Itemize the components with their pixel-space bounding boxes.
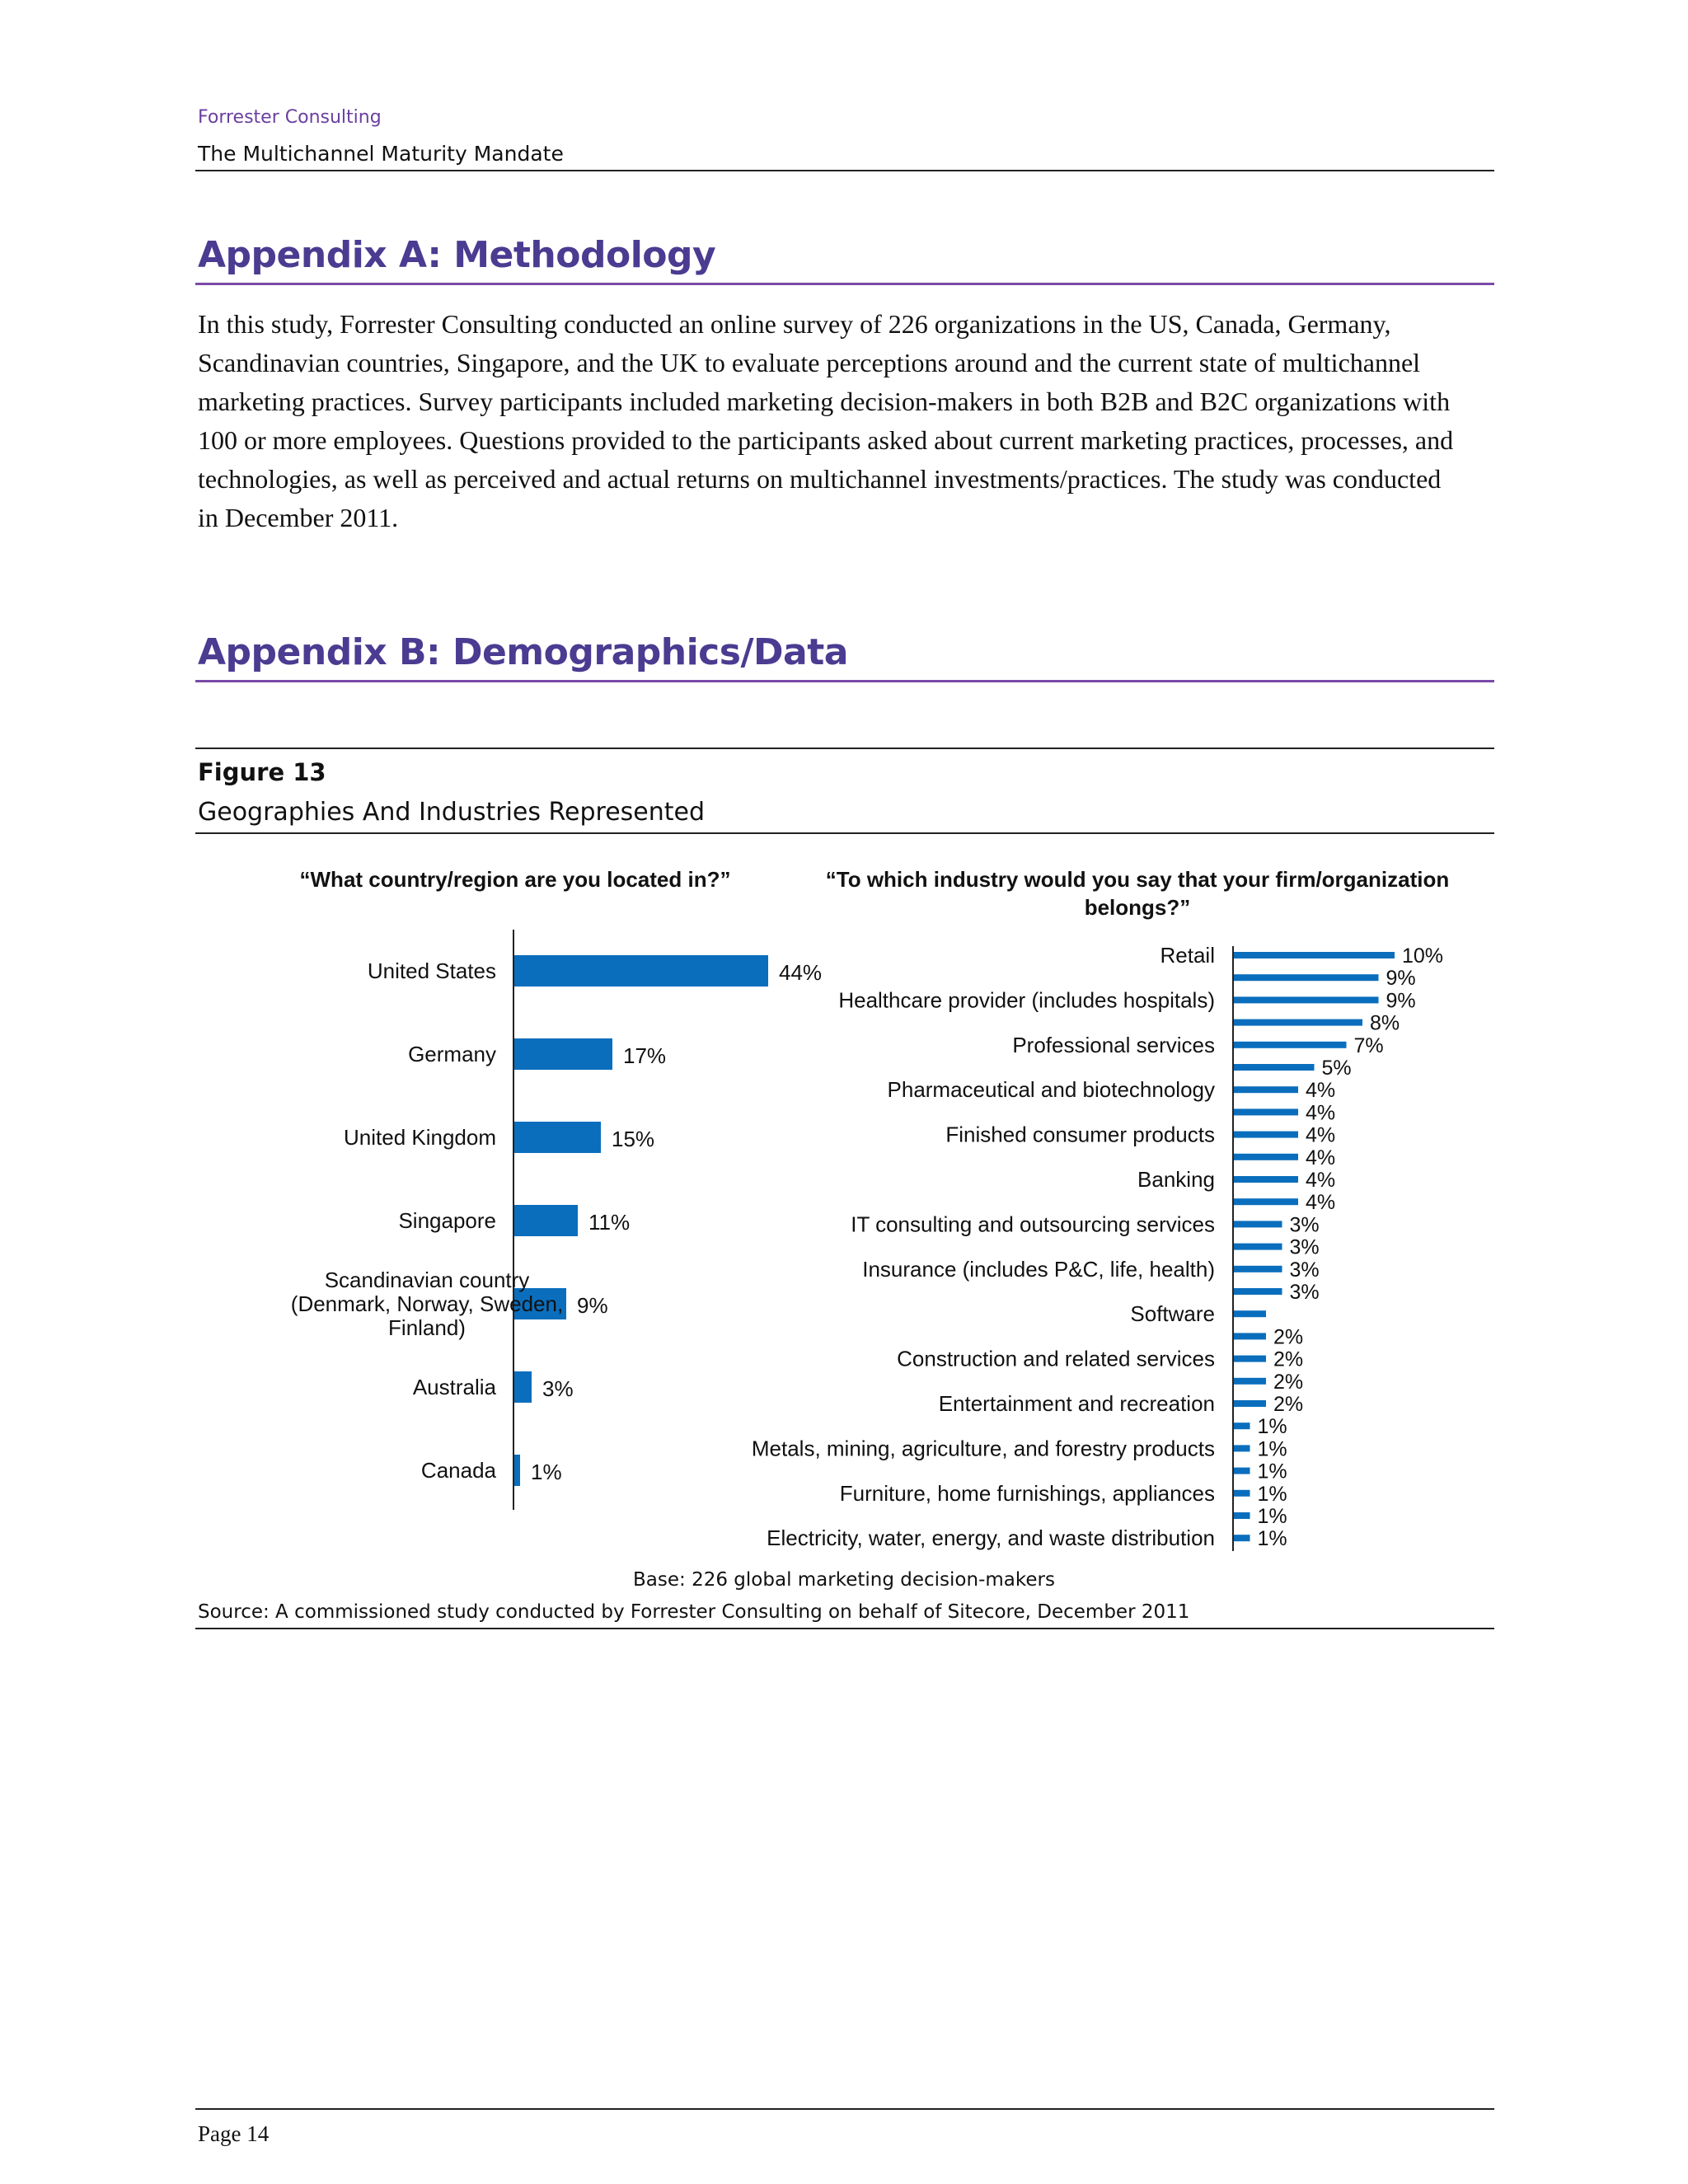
industry-value-label: 1% (1257, 1527, 1287, 1551)
industry-category-label: Retail (1160, 943, 1215, 968)
industry-category-label: Furniture, home furnishings, appliances (839, 1480, 1215, 1506)
country-category-label: Canada (420, 1458, 496, 1483)
industry-bar (1234, 1108, 1298, 1115)
industry-value-label: 4% (1306, 1123, 1336, 1147)
industry-value-label: 2% (1273, 1393, 1304, 1416)
industry-category-label: Finished consumer products (945, 1122, 1215, 1147)
industry-value-label: 1% (1257, 1460, 1287, 1483)
industry-bar (1234, 1198, 1298, 1205)
methodology-line: Scandinavian countries, Singapore, and the UK to evaluate perceptions around and the current state of multichannel (198, 348, 1421, 377)
industry-value-label: 2% (1273, 1370, 1304, 1394)
page-number: Page 14 (198, 2121, 270, 2146)
methodology-line: marketing practices. Survey participants included marketing decision-makers in both B2B and B2C organizations with (198, 387, 1451, 416)
industry-value-label: 2% (1273, 1325, 1304, 1349)
industry-bar (1234, 1019, 1362, 1026)
industry-bar (1234, 996, 1379, 1003)
industry-value-label: 1% (1257, 1505, 1287, 1528)
country-bar-chart (291, 930, 822, 1510)
figure-base-note: Base: 226 global marketing decision-makers (633, 1569, 1055, 1591)
industry-bar (1234, 1400, 1266, 1407)
industry-value-label: 3% (1289, 1258, 1320, 1282)
country-category-label: Germany (408, 1042, 496, 1066)
industry-bar (1234, 1490, 1250, 1497)
industry-bar (1234, 1132, 1298, 1138)
industry-category-label: Entertainment and recreation (938, 1391, 1215, 1416)
industry-category-label: Metals, mining, agriculture, and forestry products (751, 1436, 1215, 1461)
industry-bar-chart (752, 943, 1443, 1551)
industry-bar (1234, 1176, 1298, 1183)
figure-bottom-rule (195, 1628, 1494, 1629)
industry-value-label: 4% (1306, 1146, 1336, 1169)
appendix-b-heading: Appendix B: Demographics/Data (198, 631, 848, 673)
industry-value-label: 8% (1370, 1011, 1400, 1035)
industry-value-label: 9% (1386, 989, 1416, 1013)
country-value-label: 9% (577, 1293, 608, 1318)
figure-title: Geographies And Industries Represented (198, 798, 706, 827)
country-category-label: Singapore (398, 1208, 496, 1233)
country-category-label: Australia (412, 1375, 496, 1399)
country-category-label: Finland) (388, 1315, 466, 1340)
industry-category-label: Banking (1137, 1167, 1215, 1192)
industry-bar (1234, 974, 1379, 981)
document-title: The Multichannel Maturity Mandate (198, 142, 564, 166)
industry-bar (1234, 1333, 1266, 1339)
industry-value-label: 9% (1386, 967, 1416, 991)
figure-source-note: Source: A commissioned study conducted by Forrester Consulting on behalf of Sitecore, December 2011 (198, 1601, 1190, 1623)
industry-category-label: Pharmaceutical and biotechnology (887, 1077, 1215, 1103)
industry-category-label: Construction and related services (897, 1346, 1215, 1371)
country-bar (514, 1455, 520, 1486)
industry-bar (1234, 1445, 1250, 1451)
industry-value-label: 4% (1306, 1191, 1336, 1215)
industry-category-label: Insurance (includes P&C, life, health) (862, 1256, 1215, 1282)
country-category-label: United Kingdom (344, 1125, 496, 1150)
appendix-a-heading: Appendix A: Methodology (198, 234, 716, 276)
methodology-line: in December 2011. (198, 503, 399, 532)
country-category-label: United States (367, 958, 496, 983)
industry-value-label: 10% (1402, 944, 1444, 968)
industry-category-label: Electricity, water, energy, and waste distribution (767, 1526, 1215, 1551)
industry-question-line: “To which industry would you say that your firm/organization (825, 867, 1450, 892)
industry-bar (1234, 1064, 1315, 1071)
country-value-label: 11% (588, 1210, 631, 1235)
industry-bar (1234, 1244, 1282, 1250)
industry-value-label: 1% (1257, 1415, 1287, 1439)
industry-bar (1234, 1221, 1282, 1227)
industry-value-label: 4% (1306, 1169, 1336, 1192)
country-value-label: 44% (779, 960, 823, 985)
country-bar (514, 1371, 532, 1403)
country-chart-question: “What country/region are you located in?” (299, 867, 731, 892)
industry-value-label: 5% (1321, 1057, 1352, 1080)
country-bar (514, 1205, 578, 1236)
country-value-label: 3% (542, 1376, 574, 1401)
figure-number: Figure 13 (198, 758, 326, 786)
industry-category-label: IT consulting and outsourcing services (851, 1212, 1215, 1237)
industry-category-label: Healthcare provider (includes hospitals) (838, 987, 1215, 1013)
industry-question-line: belongs?” (1084, 895, 1191, 920)
country-value-label: 15% (612, 1127, 655, 1151)
brand-name: Forrester Consulting (198, 107, 382, 128)
industry-bar (1234, 1512, 1250, 1519)
industry-bar (1234, 1468, 1250, 1474)
country-bar (514, 955, 768, 987)
industry-bar (1234, 1042, 1347, 1048)
footer-rule (195, 2108, 1494, 2110)
industry-bar (1234, 952, 1395, 958)
industry-category-label: Professional services (1012, 1032, 1215, 1057)
methodology-line: In this study, Forrester Consulting conducted an online survey of 226 organizations in the US, Canada, Germany, (198, 309, 1391, 339)
industry-value-label: 3% (1289, 1235, 1320, 1259)
industry-value-label: 3% (1289, 1213, 1320, 1237)
industry-value-label: 3% (1289, 1281, 1320, 1304)
industry-bar (1234, 1356, 1266, 1362)
industry-bar (1234, 1378, 1266, 1385)
industry-bar (1234, 1310, 1266, 1317)
industry-bar (1234, 1288, 1282, 1295)
industry-bar (1234, 1266, 1282, 1272)
industry-value-label: 4% (1306, 1079, 1336, 1103)
industry-category-label: Software (1130, 1301, 1215, 1327)
industry-bar (1234, 1154, 1298, 1160)
industry-bar (1234, 1086, 1298, 1093)
industry-value-label: 2% (1273, 1347, 1304, 1371)
industry-value-label: 1% (1257, 1482, 1287, 1506)
industry-bar (1234, 1422, 1250, 1429)
country-category-label: (Denmark, Norway, Sweden, (290, 1291, 564, 1316)
country-bar (514, 1038, 612, 1070)
industry-value-label: 7% (1353, 1033, 1384, 1057)
country-value-label: 17% (623, 1043, 667, 1068)
country-category-label: Scandinavian country (324, 1268, 530, 1292)
industry-value-label: 4% (1306, 1101, 1336, 1125)
methodology-line: technologies, as well as perceived and actual returns on multichannel investments/practices. The study was conducted (198, 464, 1442, 494)
country-value-label: 1% (531, 1460, 562, 1484)
country-bar (514, 1122, 601, 1153)
industry-value-label: 1% (1257, 1437, 1287, 1461)
industry-bar (1234, 1535, 1250, 1541)
methodology-line: 100 or more employees. Questions provided to the participants asked about current marketing practices, processes, and (198, 425, 1454, 455)
